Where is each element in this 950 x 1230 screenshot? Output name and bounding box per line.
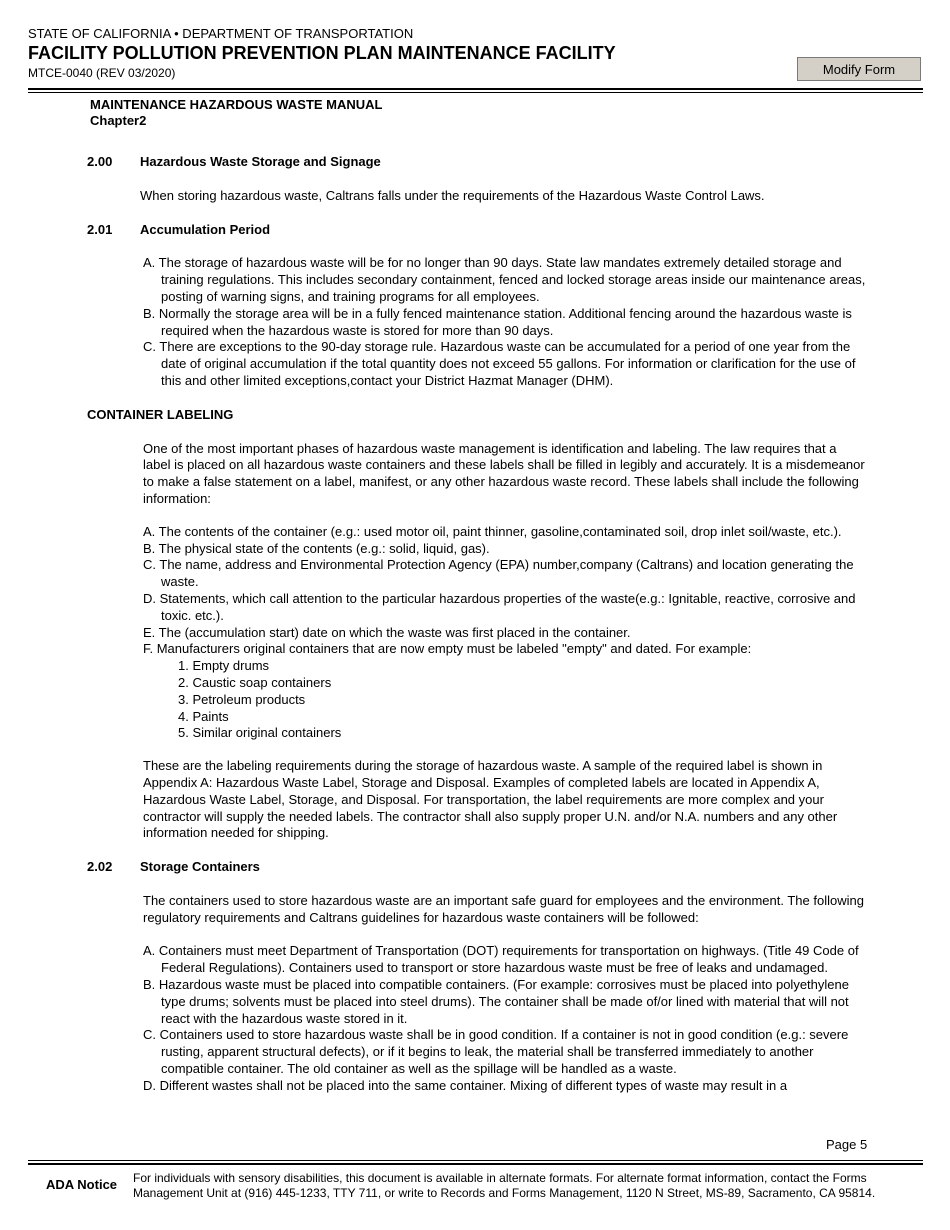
ada-notice-text: For individuals with sensory disabilities, this document is available in alternate formats. For alternate format information, contact the Forms Management Unit at (916) 445-1233, TTY 711, or write to Records and Forms Management, 1120 N Street, MS-89, Sacramento, CA 95814. (133, 1171, 876, 1200)
labeling-list (143, 524, 867, 742)
manual-heading (90, 97, 383, 129)
section-title: Accumulation Period (140, 221, 271, 237)
header-divider-thin (28, 92, 923, 93)
list-item: C. Containers used to store hazardous waste shall be in good condition. If a container is not in good condition (e.g.: severe rusting, apparent structural defects), or if it begins to leak, the material shall be transferred immediately to another compatible container. The old container as well as the spillage will be handled as a waste. (143, 1027, 849, 1077)
section-heading: CONTAINER LABELING (87, 406, 234, 422)
section-number: 2.02 (87, 859, 113, 875)
list-item: A. The storage of hazardous waste will be for no longer than 90 days. State law mandates extremely detailed storage and training regulations. This includes secondary containment, fenced and locked storage areas inside our maintenance areas, posting of warning signs, and training programs for all employees. (143, 255, 866, 304)
chapter-label: Chapter2 (90, 113, 147, 128)
list-item: A. The contents of the container (e.g.: used motor oil, paint thinner, gasoline,contaminated soil, drop inlet soil/waste, etc.). (143, 523, 842, 539)
list-item: B. Normally the storage area will be in a fully fenced maintenance station. Additional fencing around the hazardous waste is required when the hazardous waste is stored for more than 90 days. (143, 305, 852, 338)
paragraph: The containers used to store hazardous waste are an important safe guard for employees and the environment. The following regulatory requirements and Caltrans guidelines for hazardous waste containers will be followed: (143, 892, 864, 925)
list-item: D. Statements, which call attention to the particular hazardous properties of the waste(e.g.: Ignitable, reactive, corrosive and toxic. etc.). (143, 590, 856, 623)
list-item: C. There are exceptions to the 90-day storage rule. Hazardous waste can be accumulated for a period of one year from the date of original accumulation if the total quantity does not exceed 55 gallons. For information or clarification for the use of this and other limited exceptions,contact your District Hazmat Manager (DHM). (143, 339, 856, 388)
form-number: MTCE-0040 (REV 03/2020) (28, 66, 176, 80)
section-number: 2.01 (87, 221, 113, 237)
section-heading (87, 222, 867, 239)
containers-list (143, 943, 867, 1094)
list-item-text: F. Manufacturers original containers that are now empty must be labeled "empty" and dated. For example: (143, 641, 752, 657)
example-item: 5. Similar original containers (178, 725, 342, 741)
list-item: E. The (accumulation start) date on which the waste was first placed in the container. (143, 624, 631, 640)
paragraph: One of the most important phases of hazardous waste management is identification and labeling. The law requires that a label is placed on all hazardous waste containers and these labels shall be filled in legibly and accurately. It is a misdemeanor to make a false statement on a label, manifest, or any other hazardous waste record. These labels shall include the following information: (143, 440, 865, 506)
header-divider (28, 88, 923, 90)
list-item: A. Containers must meet Department of Transportation (DOT) requirements for transportation on highways. (Title 49 Code of Federal Regulations). Containers used to transport or store hazardous waste must be free of leaks and undamaged. (143, 943, 859, 976)
document-body (87, 154, 867, 1095)
manual-title: MAINTENANCE HAZARDOUS WASTE MANUAL (90, 97, 383, 112)
form-header (28, 26, 616, 80)
section-title: Hazardous Waste Storage and Signage (140, 154, 381, 169)
examples-list (161, 658, 867, 742)
accumulation-list (143, 255, 867, 389)
example-item: 2. Caustic soap containers (178, 674, 332, 690)
list-item (143, 641, 867, 742)
list-item: C. The name, address and Environmental Protection Agency (EPA) number,company (Caltrans) and location generating the waste. (143, 557, 854, 590)
list-item: D. Different wastes shall not be placed into the same container. Mixing of different types of waste may result in a (143, 1077, 788, 1093)
example-item: 1. Empty drums (178, 658, 270, 674)
modify-form-button[interactable]: Modify Form (797, 57, 921, 81)
section-heading (87, 154, 867, 171)
agency-line: STATE OF CALIFORNIA • DEPARTMENT OF TRANSPORTATION (28, 26, 414, 41)
footer-divider-thin (28, 1160, 923, 1161)
footer-divider (28, 1163, 923, 1165)
list-item: B. Hazardous waste must be placed into compatible containers. (For example: corrosives must be placed into polyethylene type drums; solvents must be placed into steel drums). The container shall be made of/or lined with material that will not react with the hazardous waste stored in it. (143, 977, 849, 1026)
example-item: 3. Petroleum products (178, 691, 306, 707)
list-item: B. The physical state of the contents (e.g.: solid, liquid, gas). (143, 540, 490, 556)
example-item: 4. Paints (178, 708, 229, 724)
paragraph: These are the labeling requirements during the storage of hazardous waste. A sample of the required label is shown in Appendix A: Hazardous Waste Label, Storage and Disposal. Examples of completed labels are located in Appendix A, Hazardous Waste Label, Storage, and Disposal. For transportation, the label requirements are more complex and your contractor will supply the needed labels. The contractor shall also supply proper U.N. and/or N.A. numbers and any other information needed for shipping. (143, 758, 838, 841)
paragraph: When storing hazardous waste, Caltrans falls under the requirements of the Hazardous Waste Control Laws. (140, 187, 765, 203)
section-number: 2.00 (87, 154, 113, 169)
ada-notice-label: ADA Notice (46, 1177, 118, 1192)
section-title: Storage Containers (140, 859, 260, 875)
form-title: FACILITY POLLUTION PREVENTION PLAN MAINTENANCE FACILITY (28, 43, 616, 63)
page-number: Page 5 (826, 1137, 868, 1152)
section-heading (87, 859, 867, 876)
